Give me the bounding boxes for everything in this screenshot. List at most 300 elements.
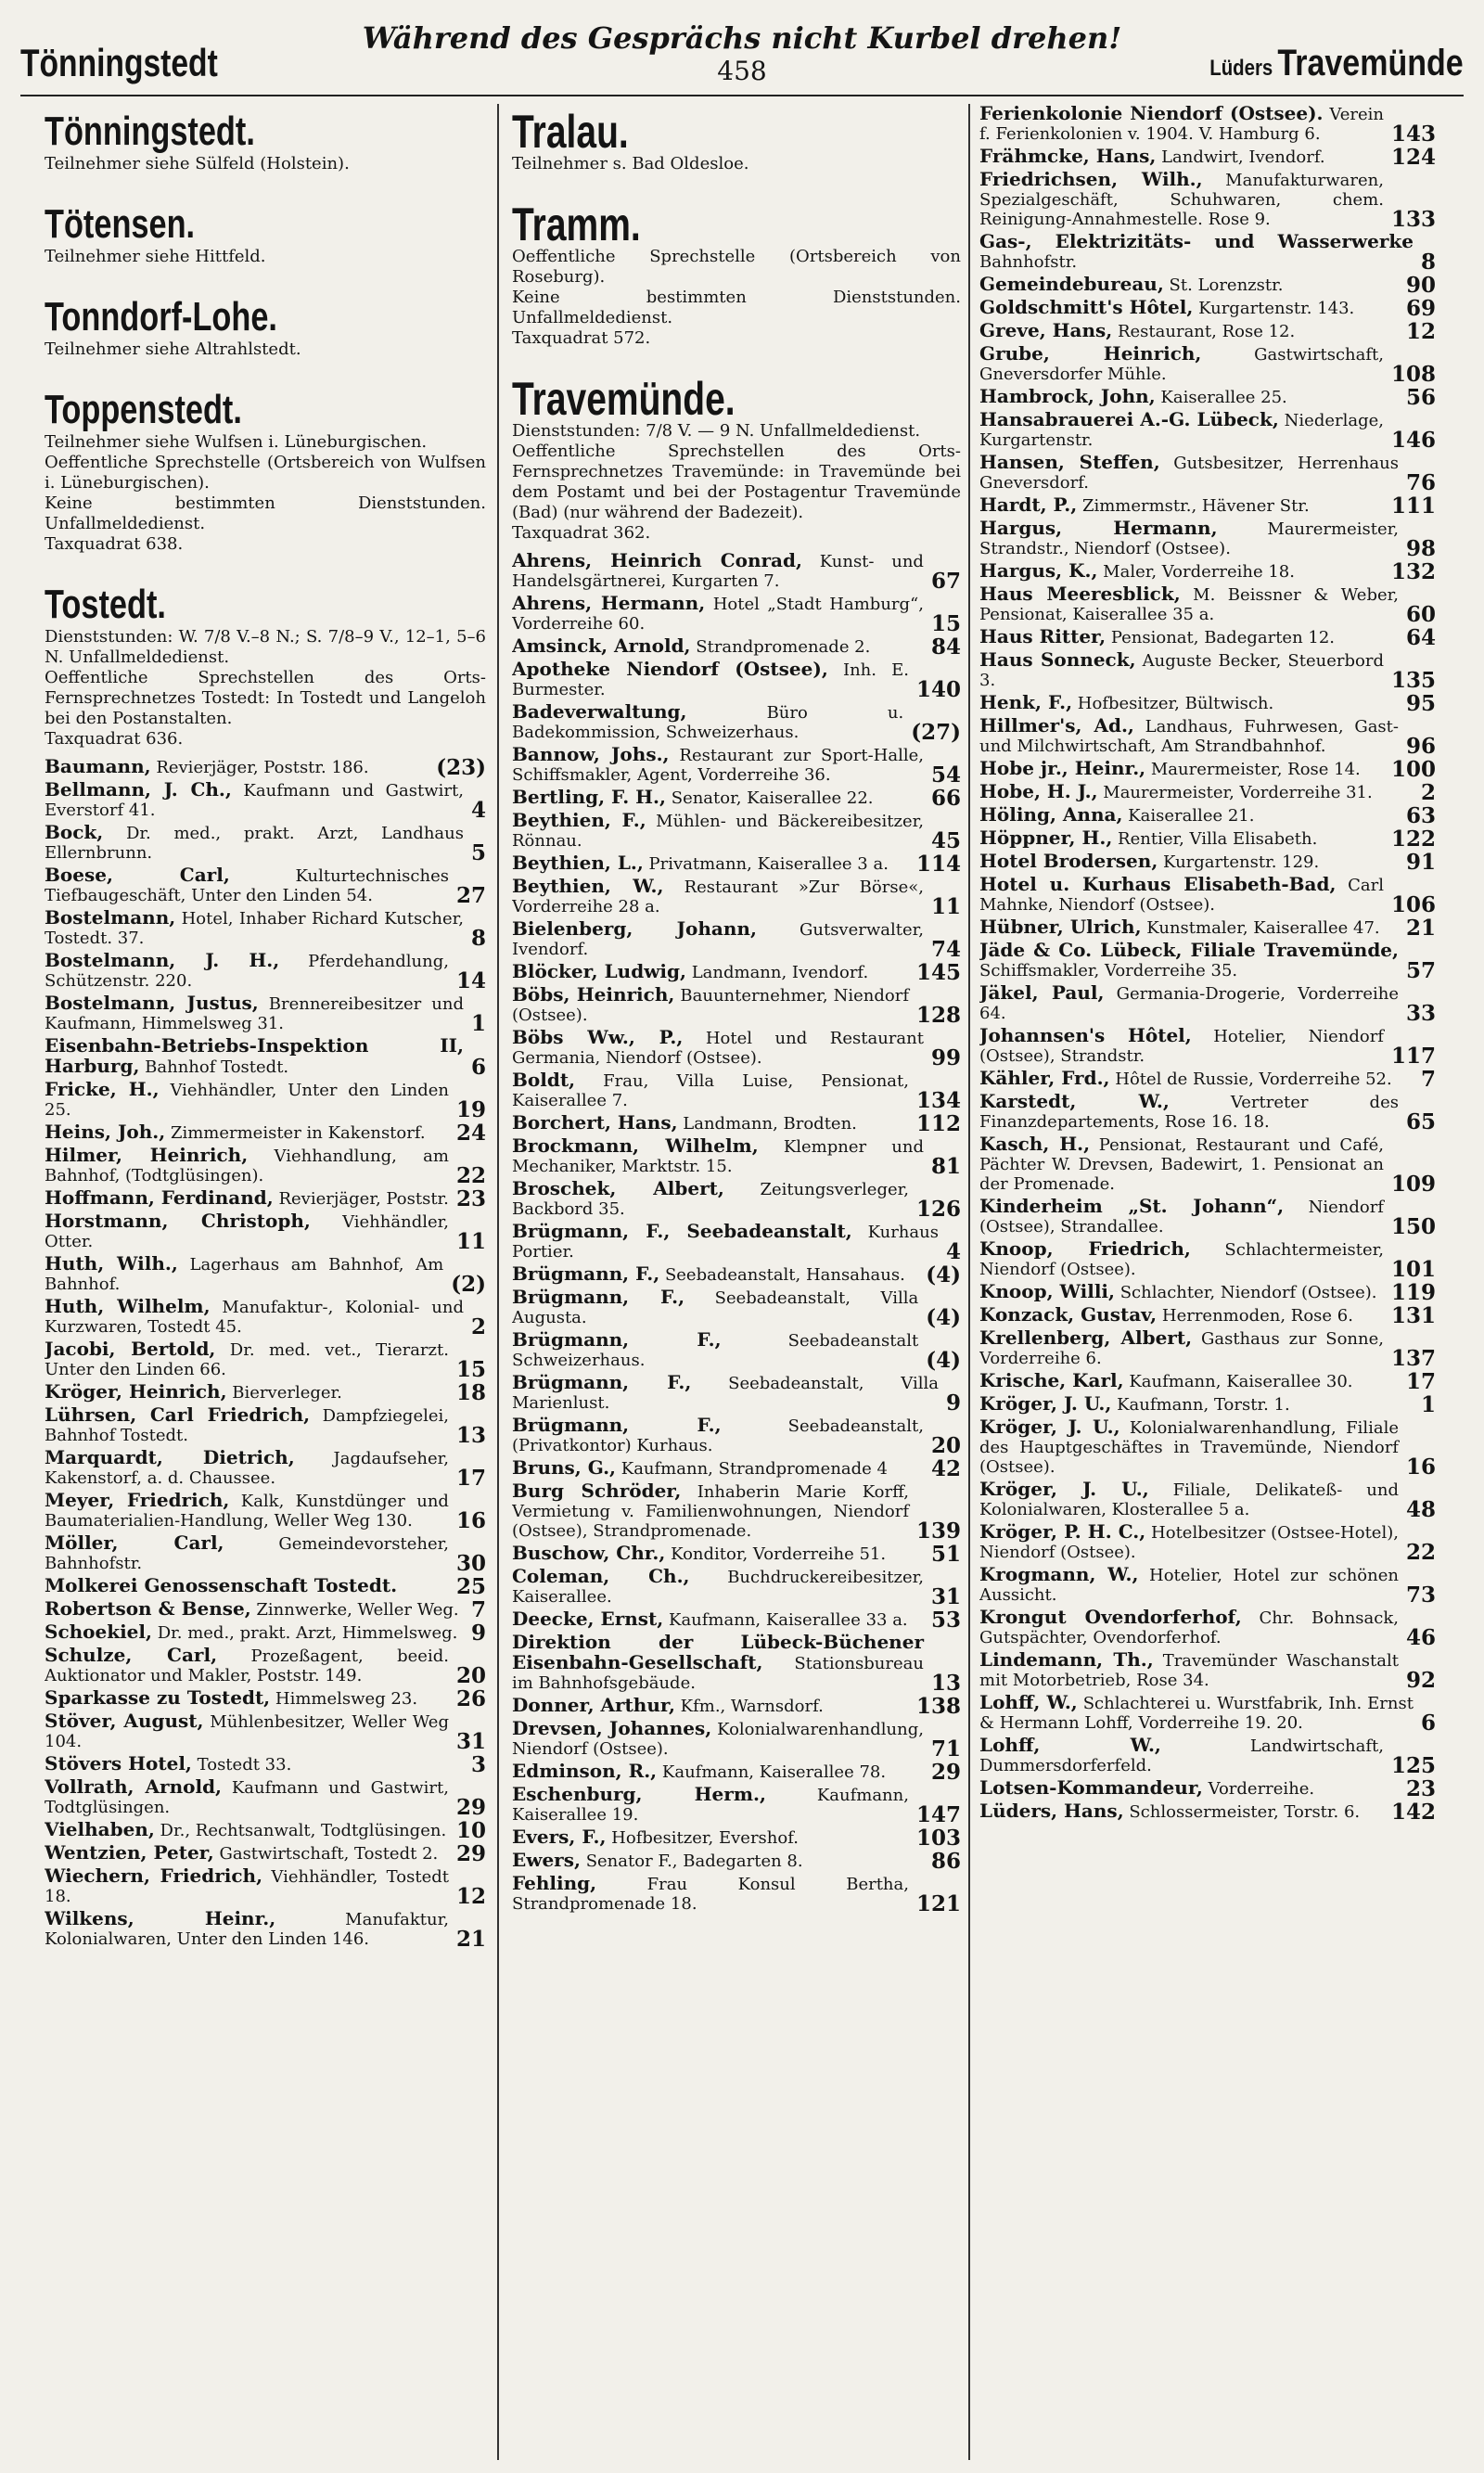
entry-body	[45, 1599, 464, 1620]
entry-name: Brügmann, F.,	[512, 1328, 722, 1351]
entry-body	[512, 1264, 918, 1285]
entry-phone-number: 12	[455, 1884, 486, 1909]
directory-entry	[979, 1478, 1436, 1522]
entry-body	[979, 1480, 1399, 1519]
entry-body	[979, 983, 1399, 1023]
entry-name: Stövers Hotel,	[45, 1752, 192, 1775]
directory-entry	[45, 1599, 486, 1620]
entry-body	[45, 1254, 443, 1294]
entry-name: Kröger, P. H. C.,	[979, 1520, 1146, 1543]
entry-body	[512, 962, 909, 982]
entry-body	[979, 1522, 1399, 1562]
entry-text: Kfm., Warnsdorf.	[680, 1697, 824, 1716]
directory-entry	[979, 168, 1436, 232]
entry-body	[979, 147, 1384, 167]
entry-list	[512, 551, 961, 1914]
directory-entry	[979, 342, 1436, 387]
entry-text: Schlachterei u. Wurstfabrik, Inh. Ernst & Hermann Lohff, Vorderreihe 19. 20.	[979, 1694, 1414, 1733]
entry-text: Kulturtechnisches Tiefbaugeschäft, Unter den Linden 54.	[45, 866, 449, 905]
directory-entry	[979, 939, 1436, 983]
entry-body	[45, 1382, 449, 1403]
entry-phone-number: 112	[915, 1111, 961, 1136]
entry-text: Dr. med., prakt. Arzt, Himmelsweg.	[157, 1623, 458, 1643]
entry-name: Broschek, Albert,	[512, 1177, 724, 1199]
entry-name: Baumann,	[45, 755, 151, 777]
section-line: Taxquadrat 362.	[512, 523, 651, 543]
entry-name: Bostelmann,	[45, 906, 176, 929]
section-line: Taxquadrat 638.	[45, 534, 184, 554]
entry-phone-number: 26	[455, 1686, 486, 1711]
entry-name: Brügmann, F.,	[512, 1371, 692, 1393]
entry-text: Gutsbesitzer, Herrenhaus Gneversdorf.	[979, 454, 1399, 493]
directory-entry	[45, 1338, 486, 1382]
entry-body	[512, 1633, 924, 1693]
directory-entry	[45, 1621, 486, 1646]
entry-name: Bielenberg, Johann,	[512, 917, 757, 940]
entry-text: Dampfziegelei, Bahnhof Tostedt.	[45, 1406, 449, 1445]
entry-phone-number: (4)	[926, 1262, 961, 1288]
entry-text: Hôtel de Russie, Vorderreihe 52.	[1115, 1070, 1392, 1089]
entry-phone-number: 67	[930, 569, 961, 594]
entry-text: Hotel und Restaurant Germania, Niendorf (Ostsee).	[512, 1029, 924, 1068]
entry-text: Schlossermeister, Torstr. 6.	[1129, 1802, 1361, 1822]
entry-text: Dr. med., prakt. Arzt, Landhaus Ellernbrunn.	[45, 824, 464, 863]
entry-phone-number: 65	[1405, 1109, 1436, 1134]
entry-text: Buchdruckereibesitzer, Kaiserallee.	[512, 1568, 924, 1607]
entry-name: Kasch, H.,	[979, 1133, 1091, 1155]
entry-name: Haus Sonneck,	[979, 648, 1136, 671]
entry-name: Horstmann, Christoph,	[45, 1210, 311, 1232]
entry-body	[979, 759, 1384, 779]
entry-body	[979, 1197, 1384, 1236]
entry-body	[979, 782, 1414, 802]
entry-body	[45, 1122, 449, 1143]
entry-body	[45, 1866, 449, 1906]
entry-name: Borchert, Hans,	[512, 1111, 678, 1134]
directory-entry	[512, 1567, 961, 1607]
entry-name: Marquardt, Dietrich,	[45, 1446, 295, 1468]
entry-body	[979, 875, 1384, 915]
entry-body	[512, 1136, 924, 1176]
entry-body	[979, 716, 1399, 756]
entry-body	[45, 1777, 449, 1817]
entry-phone-number: 139	[915, 1518, 961, 1544]
directory-entry	[979, 1691, 1436, 1736]
directory-entry	[979, 691, 1436, 716]
entry-text: Kurgartenstr. 143.	[1198, 299, 1355, 318]
entry-name: Sparkasse zu Tostedt,	[45, 1686, 271, 1709]
directory-entry	[512, 1328, 961, 1373]
entry-name: Kröger, J. U.,	[979, 1416, 1120, 1438]
entry-text: Gemeindevorsteher, Bahnhofstr.	[45, 1534, 449, 1573]
entry-phone-number: 9	[470, 1621, 486, 1646]
entry-name: Hansen, Steffen,	[979, 451, 1160, 473]
directory-entry	[512, 1134, 961, 1179]
entry-name: Konzack, Gustav,	[979, 1303, 1158, 1326]
page-number: 458	[717, 56, 767, 86]
entry-text: Kunst- und Handelsgärtnerei, Kurgarten 7.	[512, 552, 924, 591]
directory-entry	[979, 1648, 1436, 1693]
entry-phone-number: 108	[1390, 362, 1436, 387]
entry-name: Ewers,	[512, 1849, 581, 1871]
directory-entry	[45, 823, 486, 863]
entry-phone-number: 126	[915, 1197, 961, 1222]
entry-body	[979, 519, 1399, 558]
entry-phone-number: 30	[455, 1551, 486, 1576]
entry-phone-number: 101	[1390, 1257, 1436, 1282]
entry-body	[979, 453, 1399, 493]
entry-text: Klempner und Mechaniker, Marktstr. 15.	[512, 1137, 924, 1176]
directory-entry	[45, 1688, 486, 1709]
entry-name: Drevsen, Johannes,	[512, 1717, 712, 1739]
directory-entry	[979, 714, 1436, 759]
entry-text: Viehhändler, Otter.	[45, 1212, 449, 1251]
entry-text: St. Lorenzstr.	[1169, 275, 1284, 295]
header-right-main: Travemünde	[1277, 43, 1464, 83]
entry-text: Gastwirtschaft, Gneversdorfer Mühle.	[979, 345, 1384, 384]
entry-text: Bahnhofstr.	[979, 252, 1078, 272]
entry-name: Brügmann, F.,	[512, 1262, 660, 1285]
entry-name: Hardt, P.,	[979, 493, 1078, 516]
section-text: Teilnehmer siehe Altrahlstedt.	[45, 340, 301, 359]
entry-body	[45, 951, 449, 991]
directory-entry	[979, 1394, 1436, 1415]
entry-phone-number: 13	[455, 1423, 486, 1448]
entry-body	[512, 1762, 924, 1782]
entry-text: Landwirt, Ivendorf.	[1161, 147, 1325, 167]
entry-body	[979, 693, 1399, 713]
entry-body	[979, 828, 1384, 849]
entry-text: Hotelbesitzer (Ostsee-Hotel), Niendorf (Ostsee).	[979, 1523, 1399, 1562]
entry-phone-number: 42	[930, 1456, 961, 1481]
column-1	[45, 104, 486, 2460]
entry-name: Huth, Wilh.,	[45, 1252, 178, 1275]
directory-entry	[979, 826, 1436, 852]
section-line: Teilnehmer siehe Wulfsen i. Lüneburgischen.	[45, 432, 428, 452]
entry-body	[979, 1371, 1399, 1391]
entry-body	[979, 1417, 1399, 1477]
section-tralau	[512, 106, 961, 174]
entry-name: Vollrath, Arnold,	[45, 1775, 223, 1798]
entry-text: Seebadeanstalt, Villa Augusta.	[512, 1288, 919, 1327]
entry-body	[512, 1179, 909, 1219]
entry-phone-number: 92	[1405, 1668, 1436, 1693]
entry-body	[512, 1222, 939, 1262]
directory-entry	[45, 1644, 486, 1688]
entry-name: Bertling, F. H.,	[512, 786, 666, 808]
entry-body	[45, 1188, 449, 1209]
entry-body	[45, 1080, 449, 1120]
entry-body	[979, 232, 1414, 272]
directory-entry	[512, 786, 961, 811]
directory-entry	[979, 1416, 1436, 1480]
entry-body	[45, 1820, 449, 1840]
section-travemuende	[512, 373, 961, 544]
entry-body	[45, 757, 429, 777]
entry-name: Wilkens, Heinr.,	[45, 1907, 276, 1929]
entry-phone-number: 6	[1420, 1711, 1436, 1736]
entry-name: Bostelmann, Justus,	[45, 992, 259, 1014]
entry-phone-number: 46	[1405, 1625, 1436, 1650]
entry-body	[979, 275, 1399, 295]
entry-name: Boldt,	[512, 1069, 576, 1091]
entry-text: Seebadeanstalt, (Privatkontor) Kurhaus.	[512, 1416, 924, 1455]
entry-phone-number: 45	[930, 828, 961, 853]
entry-name: Lotsen-Kommandeur,	[979, 1776, 1203, 1799]
directory-entry	[979, 780, 1436, 805]
entry-name: Gas-, Elektrizitäts- und Wasserwerke	[979, 230, 1414, 252]
entry-body	[512, 877, 924, 916]
section-title: Tötensen.	[45, 201, 196, 247]
entry-phone-number: 16	[1405, 1454, 1436, 1480]
entry-name: Lüders, Hans,	[979, 1800, 1124, 1822]
directory-entry	[512, 1717, 961, 1762]
entry-phone-number: 69	[1405, 296, 1436, 321]
page-header	[20, 20, 1464, 93]
entry-phone-number: 54	[930, 762, 961, 788]
entry-text: Senator, Kaiserallee 22.	[671, 788, 874, 808]
entry-name: Brügmann, F.,	[512, 1286, 685, 1308]
entry-name: Boese, Carl,	[45, 864, 230, 886]
entry-name: Apotheke Niendorf (Ostsee),	[512, 658, 828, 680]
entry-phone-number: 15	[455, 1357, 486, 1382]
directory-entry	[45, 1121, 486, 1146]
directory-entry	[512, 983, 961, 1028]
entry-text: Kaufmann und Gastwirt, Todtglüsingen.	[45, 1778, 449, 1817]
entry-body	[979, 298, 1399, 318]
entry-phone-number: 31	[455, 1729, 486, 1754]
entry-text: Senator F., Badegarten 8.	[585, 1852, 803, 1871]
entry-body	[45, 1711, 449, 1751]
entry-name: Robertson & Bense,	[45, 1597, 251, 1620]
directory-entry	[979, 1067, 1436, 1092]
entry-name: Lohff, W.,	[979, 1691, 1078, 1713]
entry-phone-number: 86	[930, 1849, 961, 1874]
entry-body	[979, 1693, 1414, 1733]
entry-text: Niederlage, Kurgartenstr.	[979, 411, 1384, 450]
section-line: Keine bestimmten Dienststunden. Unfallmeldedienst.	[45, 493, 486, 533]
entry-text: Viehhändler, Unter den Linden 25.	[45, 1081, 449, 1120]
entry-name: Jäde & Co. Lübeck, Filiale Travemünde,	[979, 939, 1399, 961]
entry-text: Prozeßagent, beeid. Auktionator und Makler, Poststr. 149.	[45, 1647, 449, 1685]
entry-body	[979, 1305, 1384, 1326]
entry-phone-number: 8	[1420, 250, 1436, 275]
entry-text: Manufaktur, Kolonialwaren, Unter den Linden 146.	[45, 1910, 449, 1949]
entry-body	[512, 1028, 924, 1068]
directory-entry	[512, 743, 961, 788]
entry-name: Fricke, H.,	[45, 1078, 160, 1100]
entry-body	[45, 1646, 449, 1685]
entry-name: Hambrock, John,	[979, 385, 1156, 407]
entry-body	[979, 805, 1399, 826]
entry-phone-number: 16	[455, 1508, 486, 1533]
entry-phone-number: 60	[1405, 602, 1436, 627]
directory-entry	[979, 561, 1436, 582]
entry-body	[512, 1609, 924, 1630]
entry-body	[512, 1567, 924, 1607]
entry-body	[45, 1146, 449, 1185]
entry-text: Brennereibesitzer und Kaufmann, Himmelsweg 31.	[45, 994, 464, 1033]
entry-text: Dr., Rechtsanwalt, Todtglüsingen.	[160, 1821, 447, 1840]
entry-text: Himmelsweg 23.	[275, 1689, 418, 1709]
entry-text: Seebadeanstalt, Villa Marienlust.	[512, 1374, 939, 1413]
directory-entry	[512, 875, 961, 919]
entry-phone-number: 2	[470, 1314, 486, 1339]
directory-entry	[512, 1222, 961, 1262]
entry-name: Jacobi, Bertold,	[45, 1338, 216, 1360]
entry-body	[512, 1827, 909, 1848]
entry-name: Burg Schröder,	[512, 1480, 682, 1502]
entry-phone-number: (23)	[436, 755, 486, 780]
entry-text: Bahnhof Tostedt.	[145, 1057, 289, 1077]
entry-body	[512, 594, 924, 634]
entry-phone-number: 23	[1405, 1776, 1436, 1801]
entry-text: Rentier, Villa Elisabeth.	[1118, 829, 1318, 849]
entry-text: Gasthaus zur Sonne, Vorderreihe 6.	[979, 1329, 1384, 1368]
entry-text: Kalk, Kunstdünger und Baumaterialien-Handlung, Weller Weg 130.	[45, 1492, 449, 1531]
entry-name: Kröger, Heinrich,	[45, 1380, 227, 1403]
section-line: Keine bestimmten Dienststunden. Unfallmeldedienst.	[512, 288, 961, 327]
directory-entry	[979, 296, 1436, 321]
directory-entry	[512, 634, 961, 660]
entry-body	[512, 1851, 924, 1871]
entry-text: Tostedt 33.	[197, 1755, 292, 1775]
entry-phone-number: 119	[1390, 1280, 1436, 1305]
entry-phone-number: 22	[1405, 1540, 1436, 1565]
entry-body	[512, 1070, 909, 1110]
entry-phone-number: 21	[1405, 916, 1436, 941]
directory-entry	[979, 385, 1436, 410]
entry-name: Krische, Karl,	[979, 1369, 1124, 1391]
entry-text: Hotel, Inhaber Richard Kutscher, Tostedt. 37.	[45, 909, 464, 948]
entry-text: Pensionat, Restaurant und Café, Pächter W. Drevsen, Badewirt, 1. Pensionat an der Promenade.	[979, 1135, 1384, 1194]
directory-entry	[979, 583, 1436, 627]
entry-text: Kaufmann, Kaiserallee 19.	[512, 1786, 909, 1825]
entry-text: Privatmann, Kaiserallee 3 a.	[648, 854, 889, 874]
entry-name: Beythien, L.,	[512, 852, 644, 874]
entry-body	[979, 1801, 1384, 1822]
entry-name: Jäkel, Paul,	[979, 981, 1105, 1004]
entry-phone-number: 64	[1405, 625, 1436, 650]
entry-text: Viehhandlung, am Bahnhof, (Todtglüsingen).	[45, 1147, 449, 1185]
entry-body	[45, 1909, 449, 1949]
entry-name: Kinderheim „St. Johann“,	[979, 1195, 1285, 1217]
directory-entry	[45, 992, 486, 1036]
entry-phone-number: 125	[1390, 1753, 1436, 1778]
entry-name: Molkerei Genossenschaft Tostedt.	[45, 1574, 398, 1596]
entry-name: Lührsen, Carl Friedrich,	[45, 1403, 311, 1426]
directory-entry	[979, 850, 1436, 875]
directory-entry	[512, 1826, 961, 1851]
entry-body	[979, 344, 1384, 384]
column-rule	[968, 104, 970, 2460]
entry-text: Maurermeister, Strandstr., Niendorf (Ostsee).	[979, 519, 1399, 558]
entry-phone-number: 106	[1390, 892, 1436, 917]
entry-name: Donner, Arthur,	[512, 1694, 675, 1716]
directory-entry	[512, 1069, 961, 1113]
entry-text: Vorderreihe.	[1208, 1779, 1315, 1799]
directory-entry	[512, 658, 961, 702]
entry-body	[45, 908, 464, 948]
entry-text: Auguste Becker, Steuerbord 3.	[979, 651, 1384, 690]
header-rule	[20, 95, 1464, 96]
entry-text: Bauunternehmer, Niendorf (Ostsee).	[512, 986, 909, 1025]
entry-phone-number: 2	[1420, 780, 1436, 805]
entry-body	[512, 1113, 909, 1134]
entry-text: Jagdaufseher, Kakenstorf, a. d. Chaussee.	[45, 1449, 449, 1488]
directory-entry	[45, 1491, 486, 1531]
entry-body	[512, 919, 924, 959]
entry-name: Greve, Hans,	[979, 319, 1113, 341]
entry-body	[979, 561, 1384, 582]
directory-entry	[45, 778, 486, 823]
entry-text: Zimmermstr., Hävener Str.	[1081, 496, 1310, 516]
entry-phone-number: 81	[930, 1154, 961, 1179]
entry-phone-number: 20	[455, 1663, 486, 1688]
entry-body	[512, 811, 924, 851]
entry-phone-number: 74	[930, 937, 961, 962]
entry-name: Bock,	[45, 821, 104, 843]
entry-body	[45, 1688, 449, 1709]
entry-body	[979, 1394, 1414, 1415]
entry-phone-number: 138	[915, 1694, 961, 1719]
directory-entry	[979, 1024, 1436, 1069]
directory-entry	[512, 1028, 961, 1068]
entry-phone-number: 24	[455, 1121, 486, 1146]
directory-entry	[512, 1608, 961, 1633]
entry-body	[979, 104, 1384, 144]
entry-phone-number: 33	[1405, 1001, 1436, 1026]
entry-text: Inhaberin Marie Korff, Vermietung v. Familienwohnungen, Niendorf (Ostsee), Strandpromenade.	[512, 1482, 909, 1541]
entry-body	[512, 1785, 909, 1825]
entry-name: Möller, Carl,	[45, 1531, 224, 1554]
column-2	[512, 104, 961, 2460]
section-tramm	[512, 199, 961, 349]
entry-list	[979, 104, 1436, 1825]
entry-text: Verein f. Ferienkolonien v. 1904. V. Hamburg 6.	[979, 105, 1384, 144]
entry-phone-number: 100	[1390, 757, 1436, 782]
entry-body	[45, 1491, 449, 1531]
entry-text: Hotelier, Hotel zur schönen Aussicht.	[979, 1566, 1399, 1605]
directory-entry	[979, 1326, 1436, 1371]
section-line: Oeffentliche Sprechstelle (Ortsbereich von Roseburg).	[512, 247, 961, 287]
entry-name: Gemeindebureau,	[979, 273, 1164, 295]
entry-phone-number: 71	[930, 1736, 961, 1762]
section-text: Teilnehmer s. Bad Oldesloe.	[512, 154, 749, 173]
section-line: Taxquadrat 636.	[45, 729, 184, 749]
entry-phone-number: 14	[455, 968, 486, 993]
entry-phone-number: 8	[470, 926, 486, 951]
entry-phone-number: 73	[1405, 1582, 1436, 1608]
entry-phone-number: 11	[930, 894, 961, 919]
entry-phone-number: 11	[455, 1229, 486, 1254]
entry-body	[979, 1239, 1384, 1279]
entry-text: Kurhaus Portier.	[512, 1223, 939, 1262]
directory-entry	[979, 1280, 1436, 1305]
entry-phone-number: 133	[1390, 207, 1436, 232]
directory-entry	[979, 648, 1436, 693]
entry-body	[979, 1778, 1399, 1799]
entry-name: Beythien, W.,	[512, 875, 664, 897]
entry-text: Zinnwerke, Weller Weg.	[256, 1600, 459, 1620]
entry-phone-number: 27	[455, 883, 486, 908]
directory-entry	[979, 805, 1436, 826]
entry-name: Hilmer, Heinrich,	[45, 1144, 249, 1166]
entry-name: Krongut Ovendorferhof,	[979, 1606, 1242, 1628]
section-line: Dienststunden: 7/8 V. — 9 N. Unfallmeldedienst.	[512, 421, 921, 441]
entry-body	[512, 745, 924, 785]
entry-text: Kaufmann, Kaiserallee 30.	[1129, 1372, 1353, 1391]
